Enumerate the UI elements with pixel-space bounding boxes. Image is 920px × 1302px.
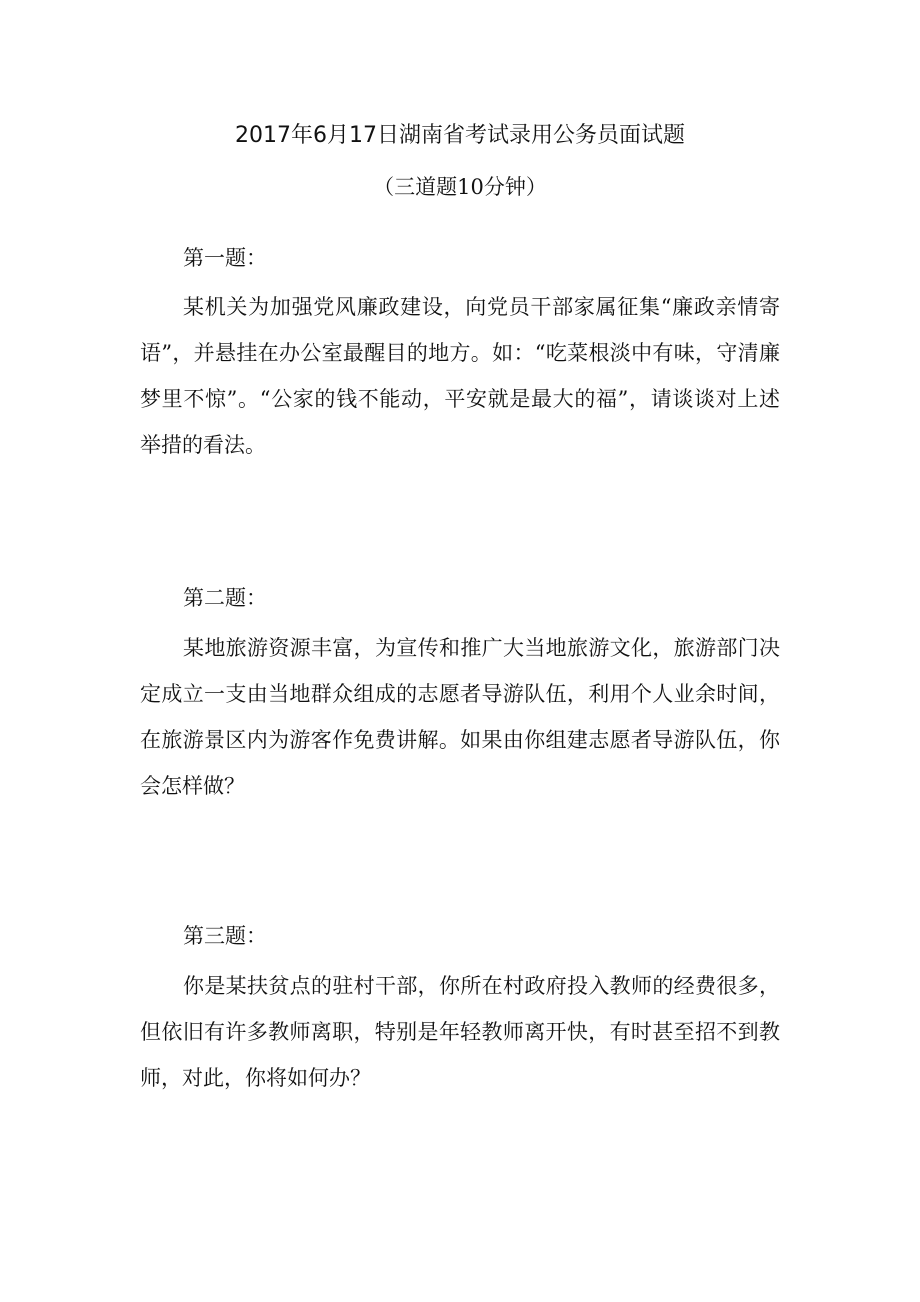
question-1-heading: 第一题： [183,246,267,270]
question-1-body: 某机关为加强党风廉政建设，向党员干部家属征集“廉政亲情寄语”，并悬挂在办公室最醒目的地方。如：“吃菜根淡中有味，守清廉梦里不惊”。“公家的钱不能动，平安就是最大的福”，请谈谈对上述举措的看法。 [140,295,780,457]
document-title: 2017年6月17日湖南省考试录用公务员面试题 [235,123,685,148]
question-3-body: 你是某扶贫点的驻村干部，你所在村政府投入教师的经费很多，但依旧有许多教师离职，特别是年轻教师离开快，有时甚至招不到教师，对此，你将如何办？ [140,974,780,1090]
question-2-body: 某地旅游资源丰富，为宣传和推广大当地旅游文化，旅游部门决定成立一支由当地群众组成的志愿者导游队伍，利用个人业余时间，在旅游景区内为游客作免费讲解。如果由你组建志愿者导游队伍，你会怎样做？ [140,636,780,798]
question-2-heading: 第二题： [183,586,267,610]
document-subtitle: （三道题10分钟） [373,175,547,199]
question-3-heading: 第三题： [183,924,267,948]
